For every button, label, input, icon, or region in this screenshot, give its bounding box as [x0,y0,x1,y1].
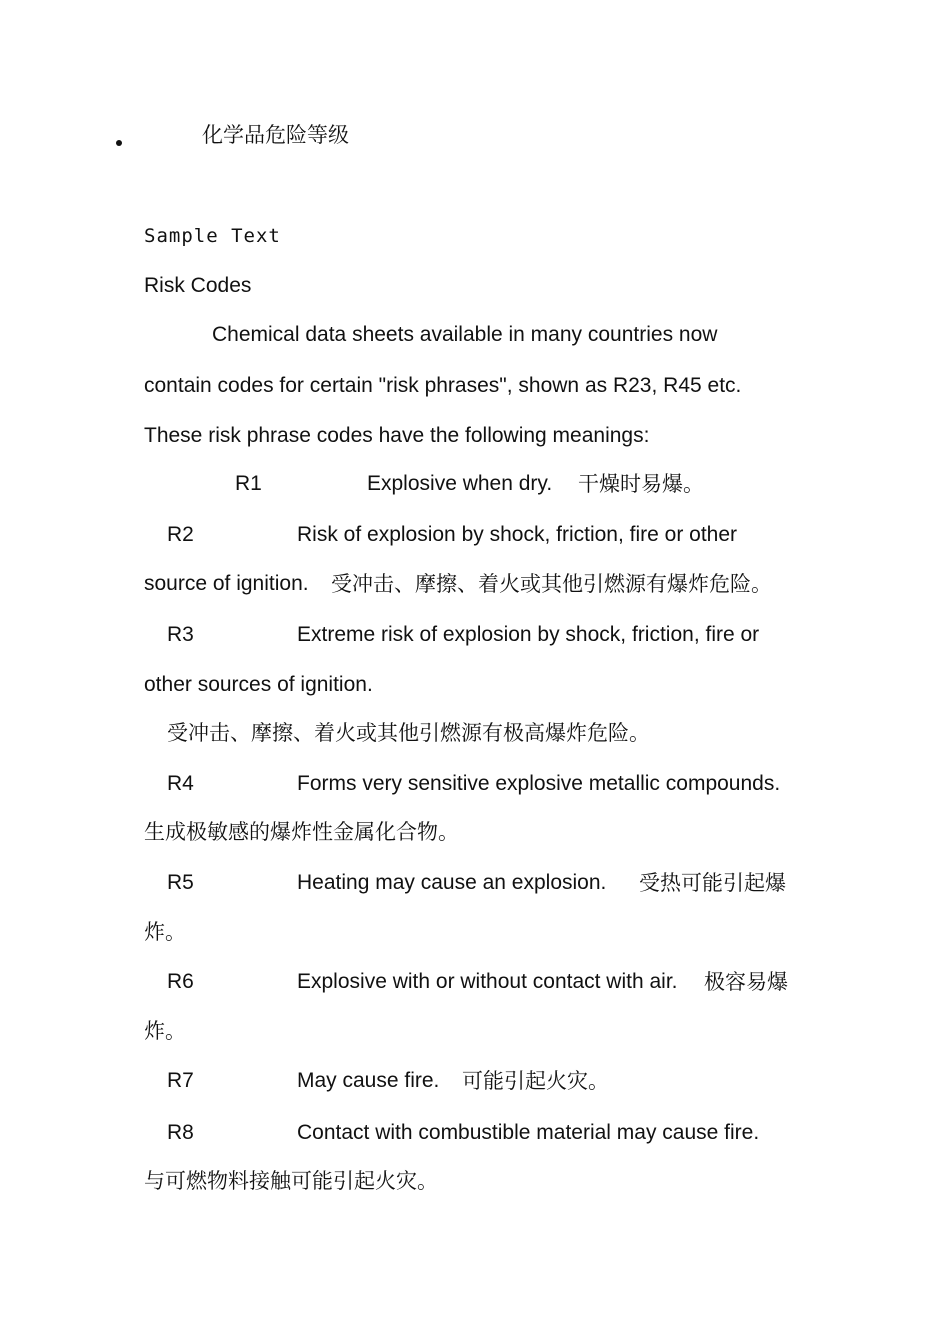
risk-cn-r1: 干燥时易爆。 [578,472,704,496]
risk-text-r3: Extreme risk of explosion by shock, friction, fire or [297,623,760,646]
risk-cn-r6-cont: 炸。 [144,1019,186,1043]
risk-text-r5: Heating may cause an explosion. [297,871,607,894]
risk-text-r8: Contact with combustible material may cause fire. [297,1121,760,1144]
risk-cn-r4: 生成极敏感的爆炸性金属化合物。 [144,820,459,844]
page-heading: 化学品危险等级 [202,123,349,147]
risk-code-r2: R2 [167,523,194,546]
risk-text-r7: May cause fire. [297,1069,440,1092]
risk-text-r4: Forms very sensitive explosive metallic compounds. [297,772,781,795]
risk-cn-r8: 与可燃物料接触可能引起火灾。 [144,1169,438,1193]
risk-cn-r6: 极容易爆 [704,970,788,994]
bullet-icon [116,140,122,146]
intro-line-1: Chemical data sheets available in many countries now [212,323,718,346]
intro-line-2: contain codes for certain "risk phrases", shown as R23, R45 etc. [144,374,742,397]
risk-text-r2: Risk of explosion by shock, friction, fire or other [297,523,738,546]
intro-line-3: These risk phrase codes have the following meanings: [144,424,650,447]
risk-code-r7: R7 [167,1069,194,1092]
risk-text-r6: Explosive with or without contact with air. [297,970,678,993]
risk-cn-r2: 受冲击、摩擦、着火或其他引燃源有爆炸危险。 [331,572,772,596]
risk-text-r3-cont: other sources of ignition. [144,673,373,696]
risk-code-r8: R8 [167,1121,194,1144]
risk-code-r6: R6 [167,970,194,993]
risk-code-r4: R4 [167,772,194,795]
sample-text: Sample Text [144,225,281,247]
risk-code-r5: R5 [167,871,194,894]
risk-text-r2-cont: source of ignition. [144,572,309,595]
risk-cn-r5: 受热可能引起爆 [639,871,786,895]
risk-cn-r3: 受冲击、摩擦、着火或其他引燃源有极高爆炸危险。 [167,721,650,745]
section-title: Risk Codes [144,274,252,297]
risk-code-r1: R1 [235,472,262,495]
risk-cn-r5-cont: 炸。 [144,920,186,944]
risk-text-r1: Explosive when dry. [367,472,553,495]
risk-code-r3: R3 [167,623,194,646]
risk-cn-r7: 可能引起火灾。 [462,1069,609,1093]
